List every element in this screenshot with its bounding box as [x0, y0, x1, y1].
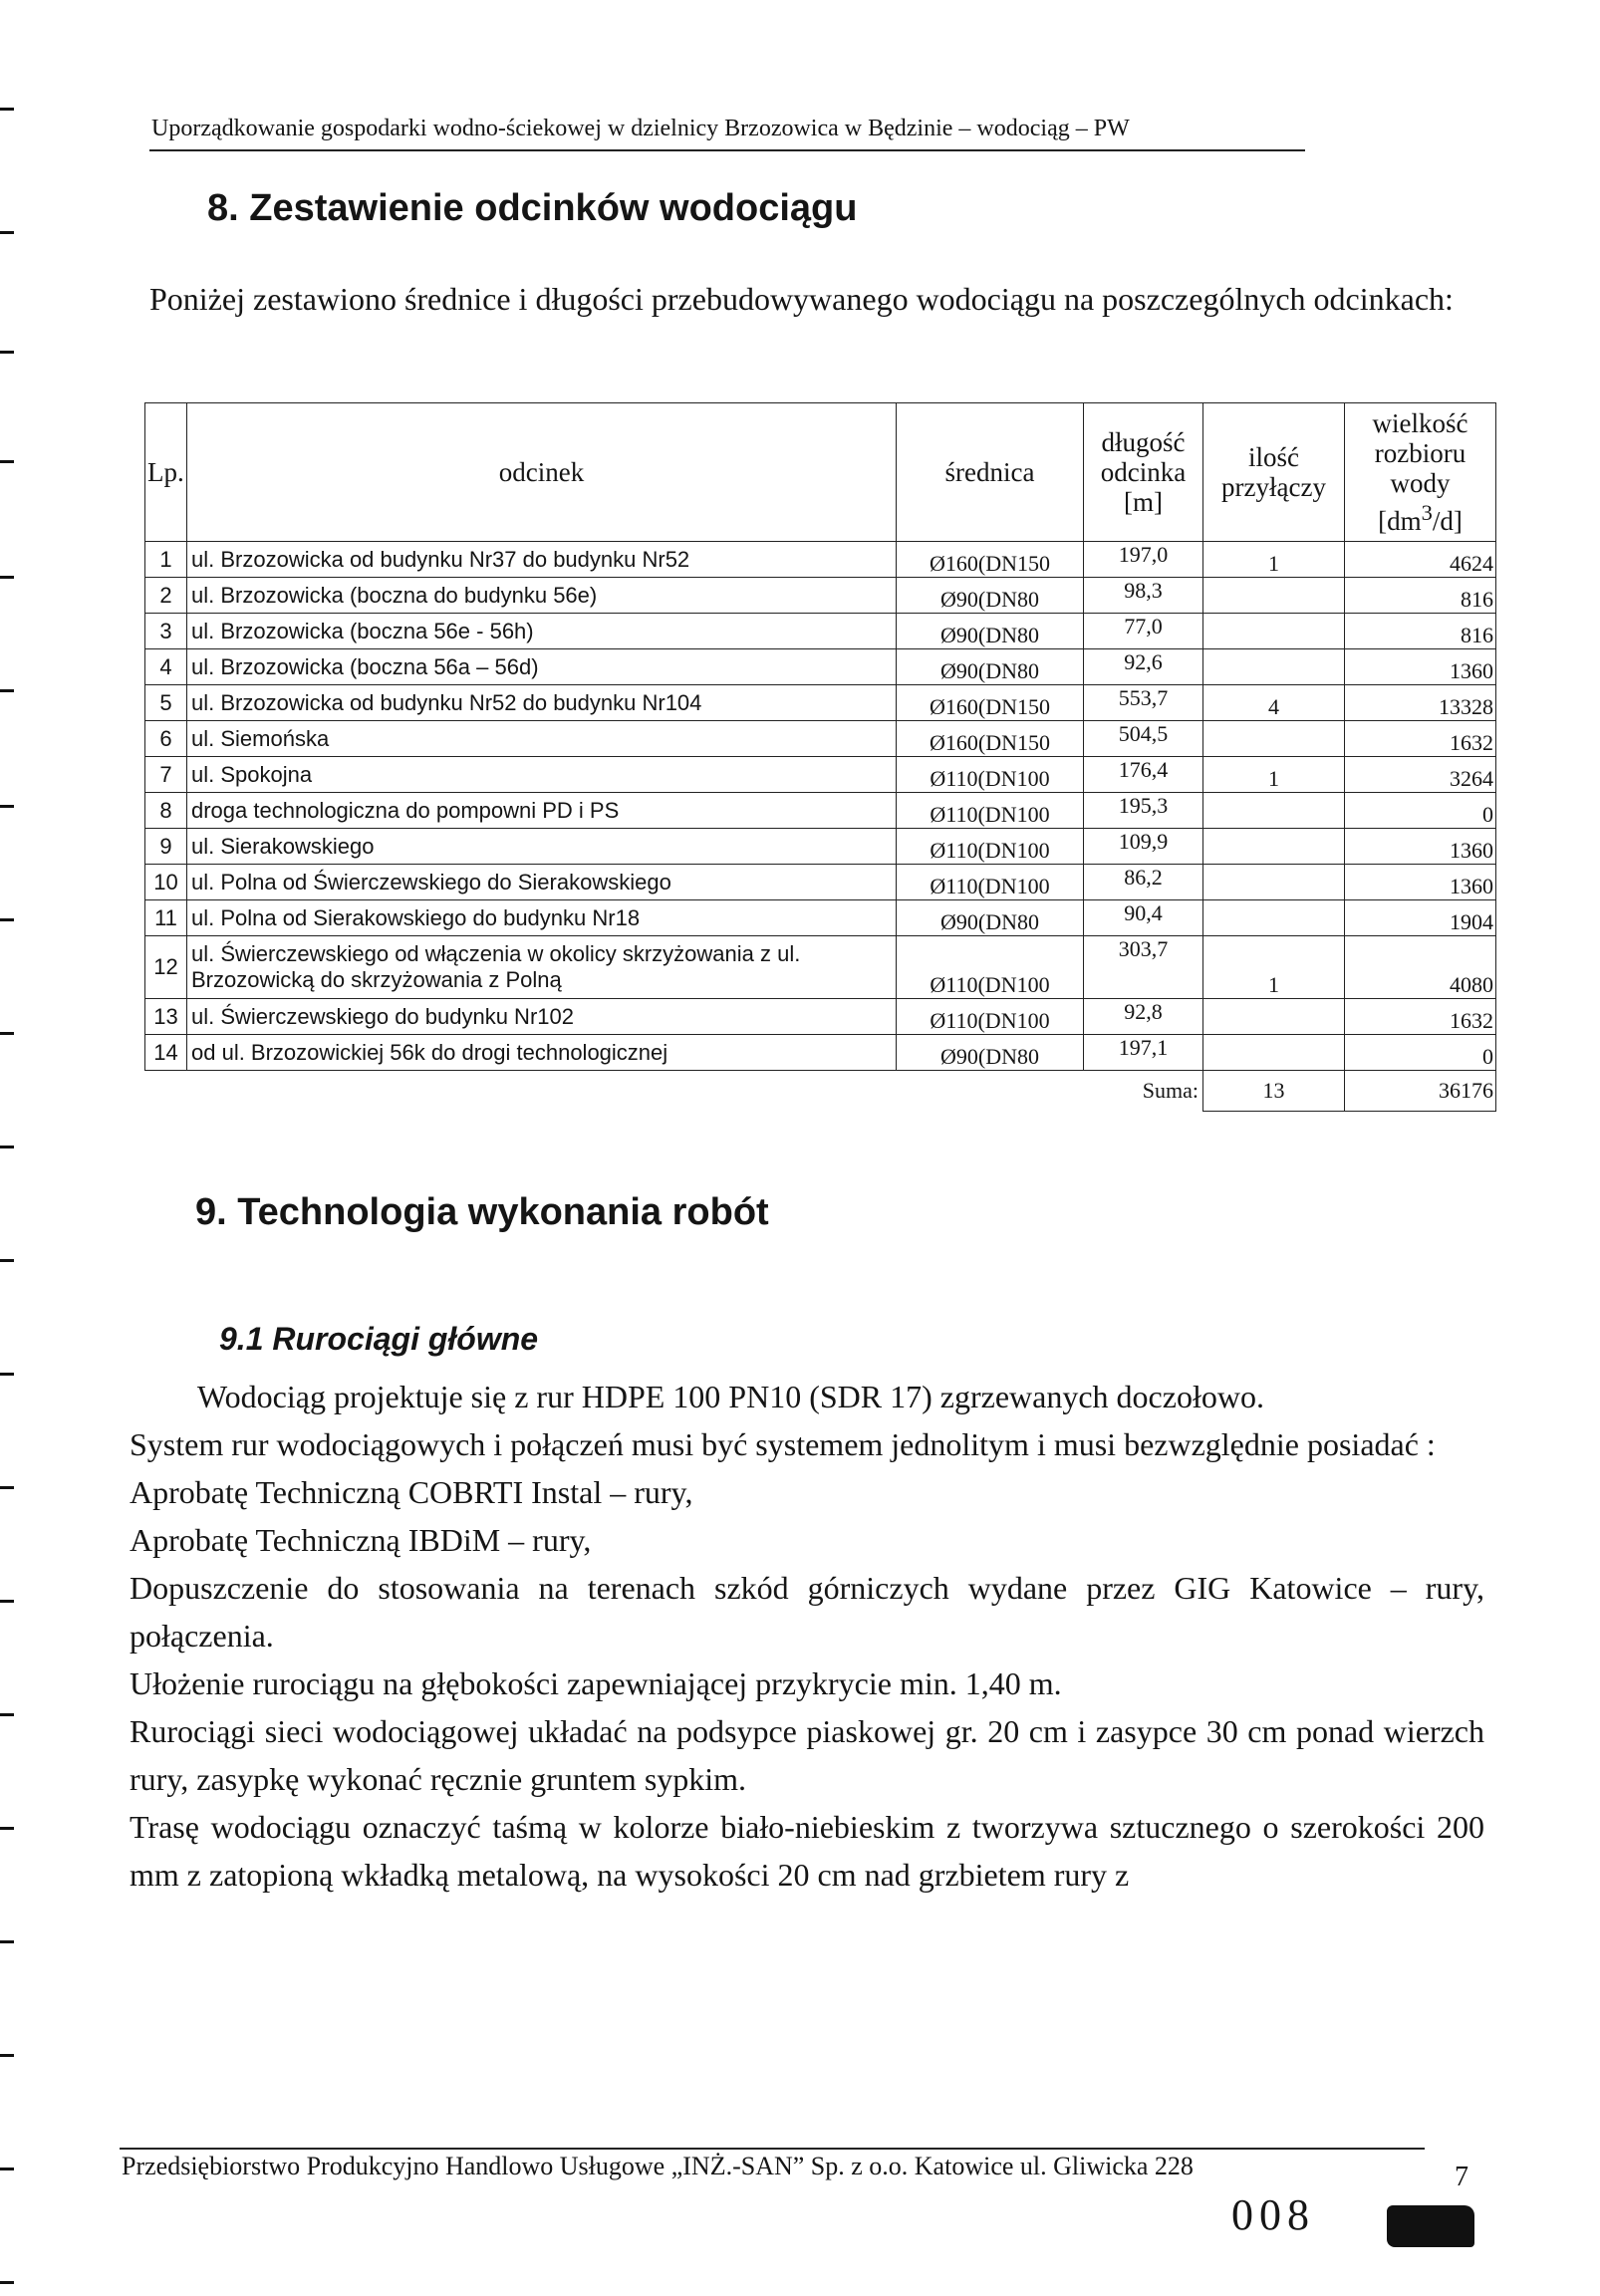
- cell-segment: ul. Spokojna: [187, 757, 897, 793]
- cell-connections: 1: [1203, 936, 1345, 999]
- col-header-lp: Lp.: [145, 403, 187, 542]
- cell-connections: 1: [1203, 757, 1345, 793]
- cell-connections: [1203, 614, 1345, 649]
- cell-lp: 10: [145, 865, 187, 900]
- col-header-length: długość odcinka [m]: [1084, 403, 1203, 542]
- table-row: [145, 685, 1496, 721]
- cell-diameter: Ø160(DN150: [897, 721, 1084, 757]
- cell-connections: [1203, 649, 1345, 685]
- cell-segment: ul. Sierakowskiego: [187, 829, 897, 865]
- cell-lp: 2: [145, 578, 187, 614]
- cell-connections: [1203, 829, 1345, 865]
- cell-lp: 1: [145, 542, 187, 578]
- section-9-title: 9. Technologia wykonania robót: [195, 1191, 769, 1233]
- cell-length: 195,3: [1084, 793, 1203, 829]
- cell-diameter: Ø110(DN100: [897, 936, 1084, 999]
- cell-connections: [1203, 793, 1345, 829]
- cell-length: 504,5: [1084, 721, 1203, 757]
- cell-volume: 0: [1345, 1035, 1496, 1071]
- cell-length: 98,3: [1084, 578, 1203, 614]
- pipe-segments-table: [144, 402, 1496, 1112]
- cell-diameter: Ø90(DN80: [897, 1035, 1084, 1071]
- cell-segment: ul. Brzozowicka od budynku Nr52 do budynku Nr104: [187, 685, 897, 721]
- cell-lp: 13: [145, 999, 187, 1035]
- cell-segment: ul. Świerczewskiego do budynku Nr102: [187, 999, 897, 1035]
- col-header-segment: odcinek: [187, 403, 897, 542]
- cell-length: 86,2: [1084, 865, 1203, 900]
- cell-volume: 1360: [1345, 865, 1496, 900]
- paragraph: System rur wodociągowych i połączeń musi być systemem jednolitym i musi bezwzględnie posiadać :: [130, 1426, 1436, 1462]
- paragraph: Wodociąg projektuje się z rur HDPE 100 PN10 (SDR 17) zgrzewanych doczołowo.: [197, 1379, 1264, 1414]
- table-row: [145, 900, 1496, 936]
- table-body: [145, 542, 1496, 1112]
- cell-segment: droga technologiczna do pompowni PD i PS: [187, 793, 897, 829]
- col-header-connections: ilość przyłączy: [1203, 403, 1345, 542]
- cell-diameter: Ø110(DN100: [897, 757, 1084, 793]
- cell-connections: [1203, 721, 1345, 757]
- cell-lp: 11: [145, 900, 187, 936]
- subsection-9-1-title: 9.1 Rurociągi główne: [219, 1321, 539, 1357]
- table-row: [145, 1035, 1496, 1071]
- cell-volume: 4624: [1345, 542, 1496, 578]
- table-row: [145, 757, 1496, 793]
- cell-volume: 4080: [1345, 936, 1496, 999]
- cell-segment: ul. Brzozowicka od budynku Nr37 do budynku Nr52: [187, 542, 897, 578]
- cell-volume: 1632: [1345, 721, 1496, 757]
- cell-connections: [1203, 865, 1345, 900]
- cell-lp: 6: [145, 721, 187, 757]
- paragraph: Ułożenie rurociągu na głębokości zapewniającej przykrycie min. 1,40 m.: [130, 1665, 1062, 1701]
- cell-lp: 14: [145, 1035, 187, 1071]
- cell-length: 553,7: [1084, 685, 1203, 721]
- cell-connections: [1203, 900, 1345, 936]
- table-sum-row: [145, 1071, 1496, 1112]
- cell-length: 92,6: [1084, 649, 1203, 685]
- cell-length: 77,0: [1084, 614, 1203, 649]
- cell-connections: [1203, 1035, 1345, 1071]
- cell-diameter: Ø90(DN80: [897, 900, 1084, 936]
- cell-segment: ul. Polna od Świerczewskiego do Sierakowskiego: [187, 865, 897, 900]
- cell-length: 92,8: [1084, 999, 1203, 1035]
- ink-blot: [1387, 2205, 1474, 2247]
- table-row: [145, 649, 1496, 685]
- footer-rule: [120, 2148, 1425, 2150]
- sum-label: Suma:: [1142, 1078, 1199, 1104]
- cell-diameter: Ø160(DN150: [897, 685, 1084, 721]
- cell-diameter: Ø110(DN100: [897, 829, 1084, 865]
- cell-volume: 1904: [1345, 900, 1496, 936]
- cell-volume: 3264: [1345, 757, 1496, 793]
- cell-segment: ul. Świerczewskiego od włączenia w okolicy skrzyżowania z ul. Brzozowicką do skrzyżowania z Polną: [187, 936, 897, 999]
- table-row: [145, 829, 1496, 865]
- cell-length: 197,0: [1084, 542, 1203, 578]
- cell-diameter: Ø110(DN100: [897, 865, 1084, 900]
- paragraph: Aprobatę Techniczną IBDiM – rury,: [130, 1522, 592, 1558]
- cell-volume: 0: [1345, 793, 1496, 829]
- col-header-volume: [1345, 403, 1496, 542]
- cell-segment: od ul. Brzozowickiej 56k do drogi technologicznej: [187, 1035, 897, 1071]
- header-rule: [149, 149, 1305, 151]
- cell-lp: 3: [145, 614, 187, 649]
- page-stamp: 008: [1231, 2190, 1315, 2239]
- cell-lp: 9: [145, 829, 187, 865]
- table-row: [145, 614, 1496, 649]
- sum-spacer: [145, 1071, 1084, 1112]
- paragraph: Trasę wodociągu oznaczyć taśmą w kolorze biało-niebieskim z tworzywa sztucznego o szerokości 200 mm z zatopioną wkładką metalową, na wysokości 20 cm nad grzbietem rury z: [130, 1809, 1484, 1893]
- sum-connections: 13: [1203, 1071, 1345, 1112]
- cell-length: 197,1: [1084, 1035, 1203, 1071]
- cell-length: 303,7: [1084, 936, 1203, 999]
- col-header-diameter: średnica: [897, 403, 1084, 542]
- table-row: [145, 578, 1496, 614]
- cell-volume: 1360: [1345, 829, 1496, 865]
- table-row: [145, 542, 1496, 578]
- cell-segment: ul. Polna od Sierakowskiego do budynku Nr18: [187, 900, 897, 936]
- cell-diameter: Ø90(DN80: [897, 578, 1084, 614]
- cell-length: 90,4: [1084, 900, 1203, 936]
- cell-lp: 8: [145, 793, 187, 829]
- cell-volume: 816: [1345, 614, 1496, 649]
- cell-length: 176,4: [1084, 757, 1203, 793]
- cell-volume: 816: [1345, 578, 1496, 614]
- cell-diameter: Ø90(DN80: [897, 649, 1084, 685]
- cell-connections: 1: [1203, 542, 1345, 578]
- table-row: [145, 936, 1496, 999]
- cell-segment: ul. Brzozowicka (boczna 56a – 56d): [187, 649, 897, 685]
- paragraph: Aprobatę Techniczną COBRTI Instal – rury,: [130, 1474, 693, 1510]
- table-row: [145, 793, 1496, 829]
- cell-diameter: Ø110(DN100: [897, 999, 1084, 1035]
- section-8-intro: Poniżej zestawiono średnice i długości przebudowywanego wodociągu na poszczególnych odcinkach:: [149, 281, 1454, 317]
- cell-diameter: Ø90(DN80: [897, 614, 1084, 649]
- cell-connections: [1203, 578, 1345, 614]
- sum-volume: 36176: [1345, 1071, 1496, 1112]
- cell-lp: 5: [145, 685, 187, 721]
- footer-company: Przedsiębiorstwo Produkcyjno Handlowo Usługowe „INŻ.-SAN” Sp. z o.o. Katowice ul. Gliwicka 228: [122, 2152, 1194, 2180]
- cell-volume: 13328: [1345, 685, 1496, 721]
- col-header-volume-suffix: /d]: [1432, 506, 1463, 536]
- cell-segment: ul. Siemońska: [187, 721, 897, 757]
- table-row: [145, 721, 1496, 757]
- col-header-volume-text: wielkość rozbioru wody [dm: [1372, 408, 1468, 536]
- page-number: 7: [1455, 2162, 1468, 2192]
- cell-volume: 1632: [1345, 999, 1496, 1035]
- col-header-volume-sup: 3: [1421, 500, 1433, 525]
- cell-segment: ul. Brzozowicka (boczna do budynku 56e): [187, 578, 897, 614]
- cell-diameter: Ø110(DN100: [897, 793, 1084, 829]
- cell-connections: 4: [1203, 685, 1345, 721]
- cell-lp: 7: [145, 757, 187, 793]
- cell-diameter: Ø160(DN150: [897, 542, 1084, 578]
- paragraph: Dopuszczenie do stosowania na terenach szkód górniczych wydane przez GIG Katowice – rury, połączenia.: [130, 1570, 1484, 1654]
- cell-lp: 12: [145, 936, 187, 999]
- cell-length: 109,9: [1084, 829, 1203, 865]
- paragraph: Rurociągi sieci wodociągowej układać na podsypce piaskowej gr. 20 cm i zasypce 30 cm ponad wierzch rury, zasypkę wykonać ręcznie gruntem sypkim.: [130, 1713, 1484, 1797]
- cell-lp: 4: [145, 649, 187, 685]
- running-header: Uporządkowanie gospodarki wodno-ściekowej w dzielnicy Brzozowica w Będzinie – wodociąg – PW: [151, 116, 1130, 141]
- section-9-body: [130, 1373, 1484, 1899]
- table-row: [145, 865, 1496, 900]
- table-header-row: [145, 403, 1496, 542]
- table-row: [145, 999, 1496, 1035]
- cell-segment: ul. Brzozowicka (boczna 56e - 56h): [187, 614, 897, 649]
- section-8-title: 8. Zestawienie odcinków wodociągu: [207, 187, 858, 229]
- cell-connections: [1203, 999, 1345, 1035]
- cell-volume: 1360: [1345, 649, 1496, 685]
